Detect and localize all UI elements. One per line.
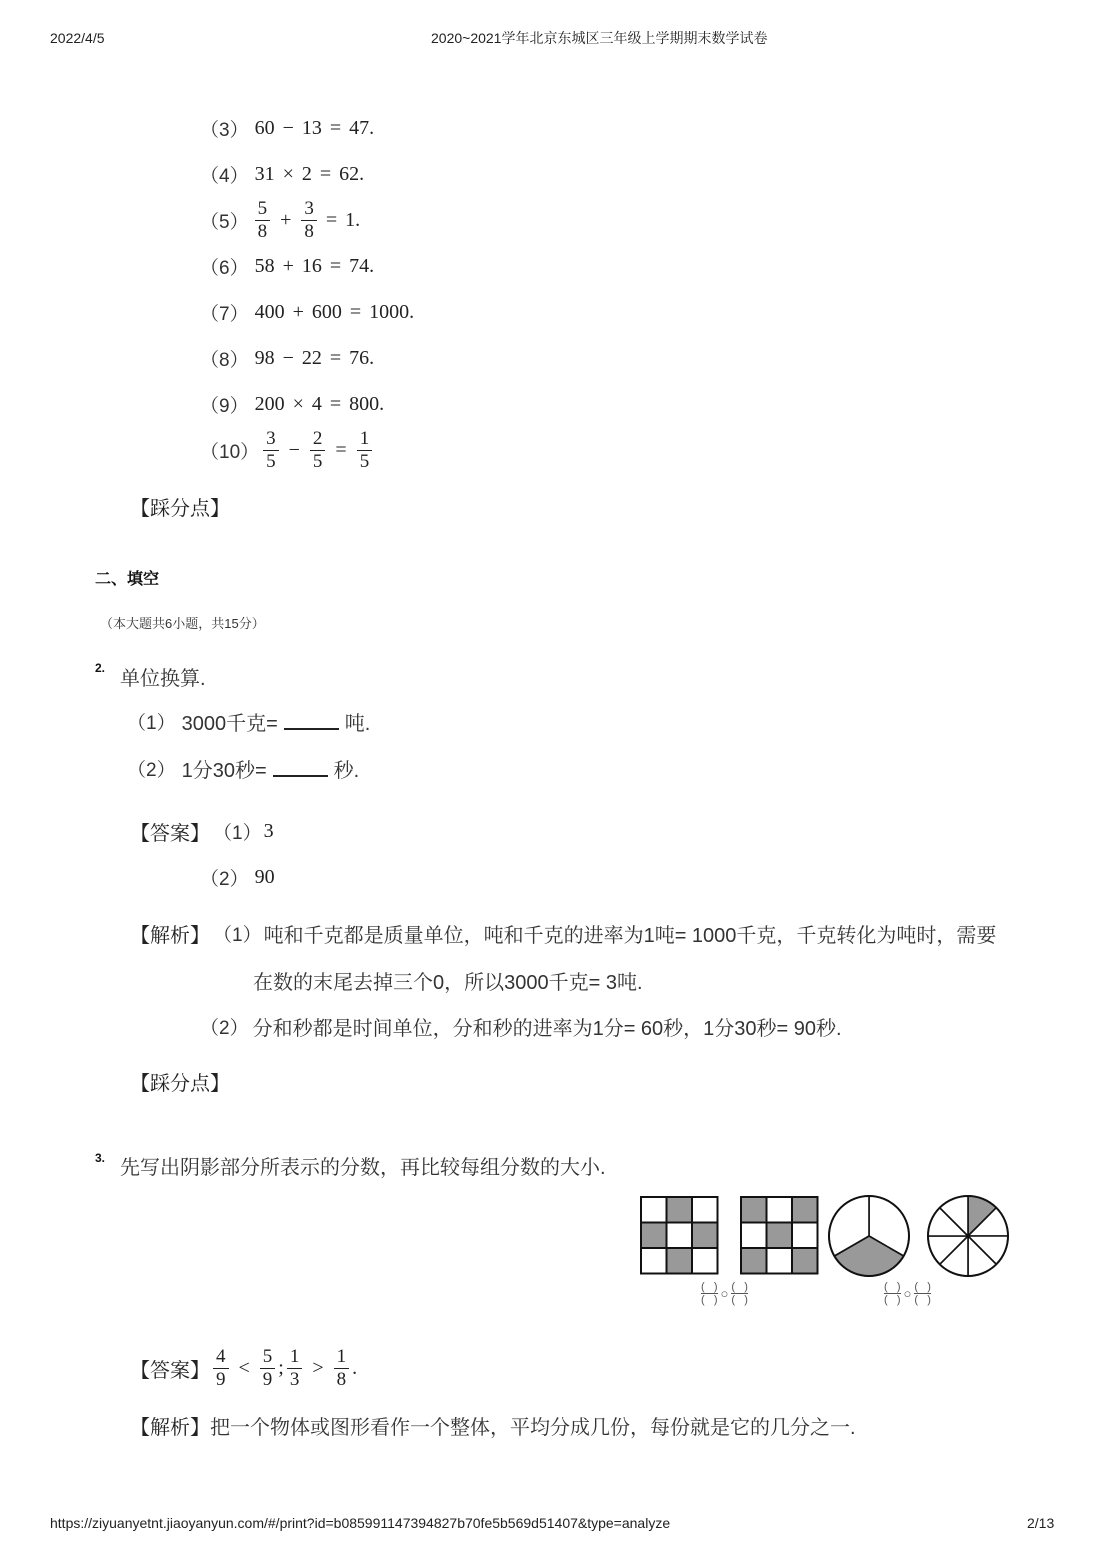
question-stem-text: 先写出阴影部分所表示的分数，再比较每组分数的大小. (120, 1156, 606, 1179)
answer-blank (284, 712, 339, 730)
fraction (213, 1346, 229, 1391)
math-expression: 58 + 16 = 74. (254, 254, 375, 277)
blank-fraction (701, 1281, 718, 1306)
numerator: 5 (255, 198, 271, 221)
blank-denominator: ( ) (914, 1294, 931, 1306)
shaded-cell (792, 1248, 818, 1274)
sub-question-1 (127, 707, 370, 735)
answer-line-5 (200, 192, 360, 248)
numerator: 3 (263, 428, 279, 451)
analysis-row-1-continued (253, 966, 643, 994)
blank-cell (792, 1223, 818, 1249)
item-label: （8） (200, 349, 249, 371)
item-label: （10） (200, 441, 260, 463)
item-label: （3） (200, 119, 249, 141)
question-number: 2. (95, 661, 106, 675)
blank-numerator: ( ) (914, 1281, 931, 1293)
blank-numerator: ( ) (731, 1281, 748, 1293)
math-expression: = 1. (325, 208, 361, 231)
item-label: （9） (200, 395, 249, 417)
answer-value: 3 (263, 819, 274, 842)
operator: > (312, 1356, 324, 1379)
item-label: （6） (200, 257, 249, 279)
blank-cell (741, 1223, 767, 1249)
question-stem (120, 662, 206, 690)
grid-2 (741, 1197, 818, 1274)
shaded-cell (767, 1223, 793, 1249)
scoring-point-heading (130, 1067, 230, 1095)
analysis-row-2 (200, 1012, 842, 1040)
denominator: 8 (336, 1368, 347, 1390)
denominator: 5 (359, 450, 370, 472)
blank-comparison-1 (701, 1281, 748, 1306)
answer-line-4 (200, 160, 364, 188)
answer-row-1 (130, 817, 274, 845)
analysis-row-1 (130, 919, 996, 947)
circle-2 (928, 1196, 1008, 1276)
shaded-cell (667, 1197, 693, 1223)
compare-circle: ○ (720, 1286, 729, 1301)
answer-blank (273, 759, 328, 777)
blank-cell (767, 1197, 793, 1223)
fraction (334, 1346, 350, 1391)
item-label: （5） (200, 211, 249, 233)
scoring-point-tag: 【踩分点】 (130, 497, 230, 520)
analysis-text: 分和秒都是时间单位，分和秒的进率为1分= 60秒，1分30秒= 90秒. (252, 1017, 842, 1040)
numerator: 1 (357, 428, 373, 451)
math-expression: 98 − 22 = 76. (254, 346, 375, 369)
compare-circle: ○ (903, 1286, 912, 1301)
denominator: 3 (289, 1368, 300, 1390)
blank-numerator: ( ) (701, 1281, 718, 1293)
sub-question-text: 1分30秒= (181, 759, 267, 782)
sub-question-unit: 秒. (333, 759, 360, 782)
item-label: （1） (213, 822, 262, 844)
analysis-row (130, 1411, 856, 1439)
fraction (255, 198, 271, 243)
blank-comparison-2 (884, 1281, 931, 1306)
item-label: （1） (213, 924, 262, 946)
item-label: （2） (200, 1017, 249, 1039)
shaded-cell (667, 1248, 693, 1274)
numerator: 3 (301, 198, 317, 221)
answer-line-7 (200, 298, 414, 326)
blank-denominator: ( ) (731, 1294, 748, 1306)
analysis-text: 吨和千克都是质量单位，吨和千克的进率为1吨= 1000千克，千克转化为吨时，需要 (263, 924, 997, 947)
blank-fraction (914, 1281, 931, 1306)
document-title: 2020~2021学年北京东城区三年级上学期期末数学试卷 (431, 30, 768, 46)
shaded-cell (741, 1248, 767, 1274)
page-url: https://ziyuanyetnt.jiaoyanyun.com/#/print?id=b085991147394827b70fe5b569d51407&type=analyze (50, 1515, 671, 1531)
blank-fraction (731, 1281, 748, 1306)
math-expression: 200 × 4 = 800. (254, 392, 385, 415)
item-label: （7） (200, 303, 249, 325)
question-stem-text: 单位换算. (120, 667, 206, 690)
analysis-text: 在数的末尾去掉三个0，所以3000千克= 3吨. (253, 971, 643, 994)
section-note: （本大题共6小题，共15分） (100, 616, 265, 631)
math-expression: 400 + 600 = 1000. (254, 300, 415, 323)
numerator: 1 (334, 1346, 350, 1369)
analysis-tag: 【解析】 (130, 924, 210, 947)
grid-1 (641, 1197, 718, 1274)
section-title: 二、填空 (95, 571, 160, 588)
page-number: 2/13 (1027, 1515, 1055, 1531)
fraction (287, 1346, 303, 1391)
fraction (263, 428, 279, 473)
analysis-text: 把一个物体或图形看作一个整体，平均分成几份，每份就是它的几分之一. (210, 1416, 856, 1439)
equals-sign: = (335, 438, 347, 461)
shaded-cell (792, 1197, 818, 1223)
shaded-cell (741, 1197, 767, 1223)
circle-1 (829, 1196, 909, 1276)
period: . (352, 1356, 358, 1379)
item-label: （2） (127, 759, 176, 781)
scoring-point-tag: 【踩分点】 (130, 1072, 230, 1095)
blank-cell (767, 1248, 793, 1274)
answer-line-9 (200, 390, 384, 418)
analysis-tag: 【解析】 (130, 1416, 210, 1439)
math-expression: 31 × 2 = 62. (254, 162, 365, 185)
blank-cell (667, 1223, 693, 1249)
shaded-cell (692, 1223, 718, 1249)
math-expression: 60 − 13 = 47. (254, 116, 375, 139)
sub-question-2 (127, 754, 359, 782)
answer-tag: 【答案】 (130, 1359, 210, 1382)
blank-cell (692, 1197, 718, 1223)
denominator: 5 (266, 450, 276, 472)
fraction (260, 1346, 276, 1391)
fraction (310, 428, 326, 473)
question-stem (120, 1151, 606, 1179)
answer-row (130, 1340, 357, 1396)
denominator: 9 (262, 1368, 273, 1390)
numerator: 1 (287, 1346, 303, 1369)
fraction-figure-drawing (630, 1190, 1020, 1278)
answer-line-8 (200, 344, 374, 372)
denominator: 5 (312, 450, 323, 472)
denominator: 8 (257, 220, 268, 242)
answer-line-6 (200, 252, 374, 280)
fraction (357, 428, 373, 473)
blank-fraction (884, 1281, 901, 1306)
fraction (301, 198, 317, 243)
fraction-figure (630, 1190, 1020, 1315)
blank-cell (641, 1197, 667, 1223)
sub-question-text: 3000千克= (181, 712, 278, 735)
answer-line-3 (200, 114, 374, 142)
print-date: 2022/4/5 (50, 30, 105, 46)
scoring-point-heading (130, 492, 230, 520)
sub-question-unit: 吨. (344, 712, 371, 735)
blank-numerator: ( ) (884, 1281, 901, 1293)
blank-denominator: ( ) (884, 1294, 901, 1306)
item-label: （1） (127, 712, 176, 734)
blank-cell (692, 1248, 718, 1274)
question-number: 3. (95, 1151, 106, 1165)
numerator: 2 (310, 428, 326, 451)
separator: ; (278, 1356, 284, 1379)
answer-value: 90 (254, 865, 275, 888)
denominator: 8 (304, 220, 314, 242)
blank-denominator: ( ) (701, 1294, 718, 1306)
operator: − (288, 438, 300, 461)
operator: < (238, 1356, 250, 1379)
item-label: （2） (200, 868, 249, 890)
answer-line-10 (200, 422, 375, 478)
operator: + (280, 208, 292, 231)
shaded-cell (641, 1223, 667, 1249)
answer-row-2 (200, 863, 275, 891)
blank-cell (641, 1248, 667, 1274)
denominator: 9 (216, 1368, 226, 1390)
numerator: 5 (260, 1346, 276, 1369)
answer-tag: 【答案】 (130, 822, 210, 845)
numerator: 4 (213, 1346, 229, 1369)
item-label: （4） (200, 165, 249, 187)
